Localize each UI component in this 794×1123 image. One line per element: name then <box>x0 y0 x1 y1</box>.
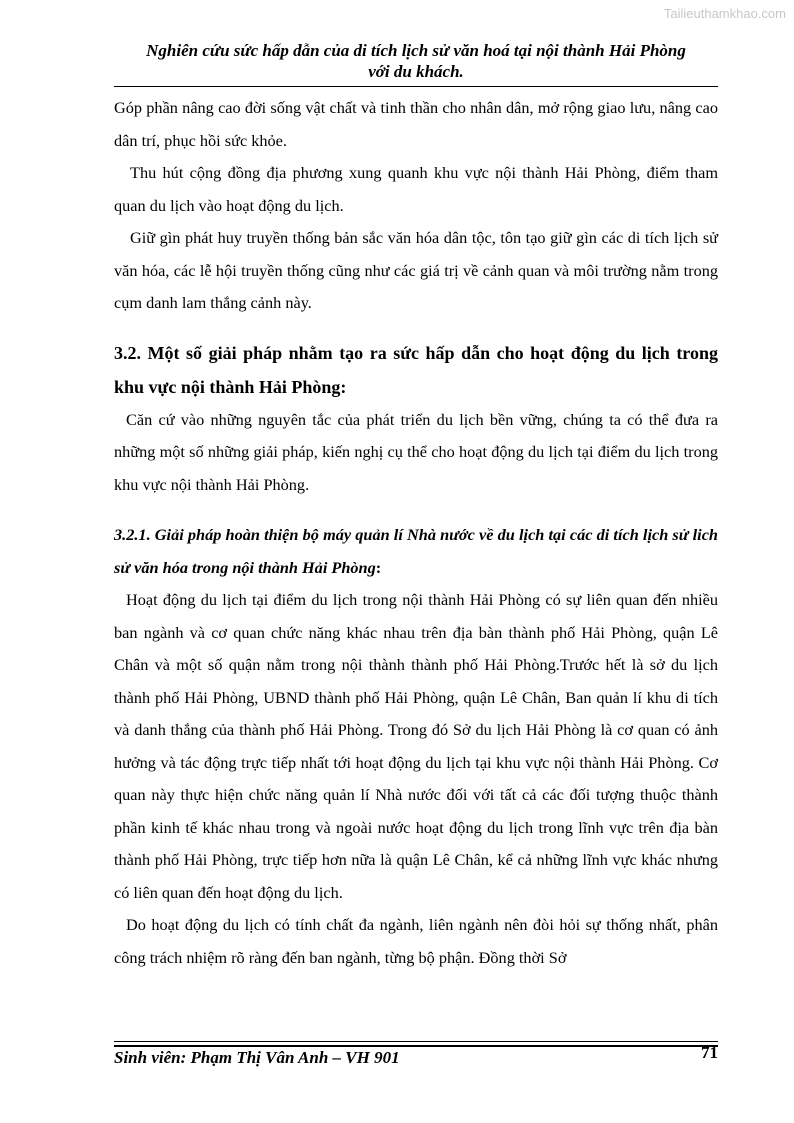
page-number: 71 <box>701 1043 718 1062</box>
watermark-text: Tailieuthamkhao.com <box>663 6 786 21</box>
section-heading-3-2-1-colon: : <box>375 557 382 577</box>
body-paragraph: Góp phần nâng cao đời sống vật chất và tinh thần cho nhân dân, mở rộng giao lưu, nâng cao dân trí, phục hồi sức khỏe. <box>114 98 718 150</box>
header-line-2: với du khách. <box>368 62 464 81</box>
body-paragraph: Căn cứ vào những nguyên tắc của phát triển du lịch bền vững, chúng ta có thể đưa ra những một số những giải pháp, kiến nghị cụ thể cho hoạt động du lịch tại điểm du lịch trong khu vực nội thành Hải Phòng. <box>114 409 718 494</box>
body-paragraph: Do hoạt động du lịch có tính chất đa ngành, liên ngành nên đòi hỏi sự thống nhất, phân công trách nhiệm rõ ràng đến ban ngành, từng bộ phận. Đồng thời Sở <box>114 915 718 967</box>
header-line-1: Nghiên cứu sức hấp dẫn của di tích lịch sử văn hoá tại nội thành Hải Phòng <box>146 41 686 60</box>
footer-divider-thin <box>114 1041 718 1042</box>
footer-author: Sinh viên: Phạm Thị Vân Anh – VH 901 <box>114 1048 400 1067</box>
header-divider <box>114 86 718 87</box>
body-paragraph: Hoạt động du lịch tại điểm du lịch trong nội thành Hải Phòng có sự liên quan đến nhiều ban ngành và cơ quan chức năng khác nhau trên địa bàn thành phố Hải Phòng, quận Lê Chân và một số quận nằm trong nội thành thành phố Hải Phòng.Trước hết là sở du lịch thành phố Hải Phòng, UBND thành phố Hải Phòng, quận Lê Chân, Ban quản lí khu di tích và danh thắng của thành phố Hải Phòng. Trong đó Sở du lịch Hải Phòng là cơ quan có ảnh hưởng và tác động trực tiếp nhất tới hoạt động du lịch tại khu vực nội thành Hải Phòng. Cơ quan này thực hiện chức năng quản lí Nhà nước đối với tất cả các đối tượng thuộc thành phần kinh tế khác nhau trong và ngoài nước hoạt động du lịch trong lĩnh vực trên địa bàn thành phố Hải Phòng, trực tiếp hơn nữa là quận Lê Chân, kể cả những lĩnh vực khác nhưng có liên quan đến hoạt động du lịch. <box>114 590 718 902</box>
body-paragraph: Giữ gìn phát huy truyền thống bản sắc văn hóa dân tộc, tôn tạo giữ gìn các di tích lịch sử văn hóa, các lễ hội truyền thống cũng như các giá trị về cảnh quan và môi trường nằm trong cụm danh lam thắng cảnh này. <box>114 228 718 312</box>
running-header <box>114 40 718 82</box>
body-paragraph: Thu hút cộng đồng địa phương xung quanh khu vực nội thành Hải Phòng, điểm tham quan du lịch vào hoạt động du lịch. <box>114 163 718 215</box>
section-heading-3-2-1-text: 3.2.1. Giải pháp hoàn thiện bộ máy quản lí Nhà nước về du lịch tại các di tích lịch sử lich sử văn hóa trong nội thành Hải Phòng <box>114 525 718 577</box>
section-heading-3-2: 3.2. Một số giải pháp nhằm tạo ra sức hấp dẫn cho hoạt động du lịch trong khu vực nội thành Hải Phòng: <box>114 342 718 397</box>
section-heading-3-2-1 <box>114 519 718 584</box>
page-body <box>114 92 718 974</box>
